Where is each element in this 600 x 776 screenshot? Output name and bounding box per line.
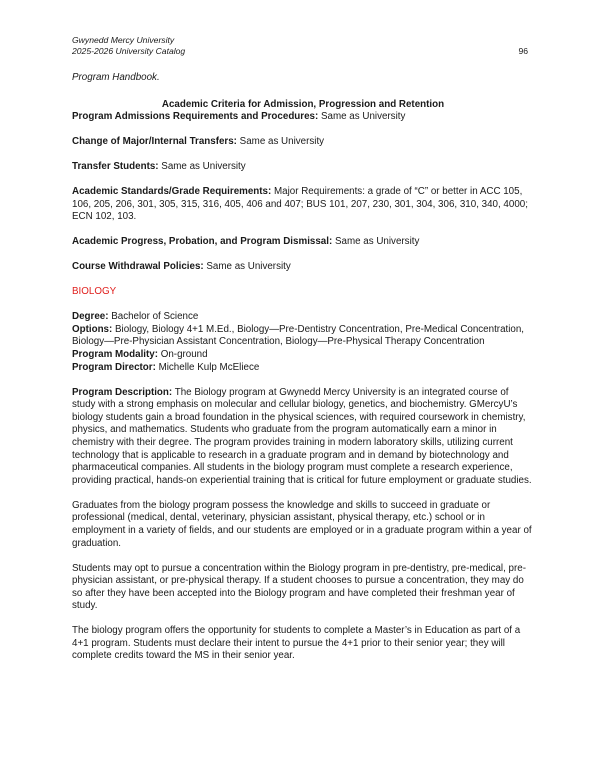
program-options-value: Biology, Biology 4+1 M.Ed., Biology—Pre-Dentistry Concentration, Pre-Medical Concentration, Biology—Pre-Physician Assistant Concentration, Biology—Pre-Physical Therapy Concentration [72,323,525,348]
program-description-label: Program Description: [72,386,173,398]
page-content [72,72,534,675]
program-options [72,324,534,349]
criteria-label: Program Admissions Requirements and Procedures: [72,111,319,123]
criteria-label: Change of Major/Internal Transfers: [72,136,237,148]
paragraph-four-plus-one: The biology program offers the opportunity for students to complete a Master’s in Education as part of a 4+1 program. Students must declare their intent to pursue the 4+1 prior to their senior year; they will complete credits toward the MS in their senior year. [72,625,521,662]
paragraph-concentrations: Students may opt to pursue a concentration within the Biology program in pre-dentistry, pre-medical, pre-physician assistant, or pre-physical therapy. If a student chooses to pursue a concentration, they may do so after they have been accepted into the Biology program and have completed their freshman year of study. [72,562,526,612]
criteria-label: Course Withdrawal Policies: [72,261,204,273]
program-degree-value: Bachelor of Science [108,311,199,323]
criteria-value: Same as University [236,136,325,148]
intro-text: Program Handbook. [72,72,160,83]
criteria-value: Same as University [203,261,291,273]
criteria-admissions [72,111,534,124]
criteria-value: Same as University [332,236,420,248]
program-modality-value: On-ground [158,349,208,361]
header-catalog: 2025-2026 University Catalog [72,46,186,56]
criteria-label: Transfer Students: [72,161,159,173]
criteria-label: Academic Standards/Grade Requirements: [72,186,272,198]
header-institution: Gwynedd Mercy University [72,35,175,45]
criteria-value: Same as University [318,111,406,123]
program-description-text: The Biology program at Gwynedd Mercy University is an integrated course of study with a strong emphasis on molecular and cellular biology, genetics, and biochemistry. GMercyU’s biology students gain a broad foundation in the physical sciences, with required coursework in chemistry, physics, and mathematics. Students who graduate from the program automatically earn a minor in chemistry with their degree. The program provides training in modern laboratory skills, utilizing current technology that is applicable to research in a graduate program and in demand by biotechnology and pharmaceutical companies. All students in the biology program must complete a research experience, providing practical, hands-on experiential training that is critical for future employment or graduate studies. [72,386,532,486]
program-director-value: Michelle Kulp McEliece [155,361,260,373]
program-director [72,362,534,375]
criteria-title: Academic Criteria for Admission, Progression and Retention [161,98,445,110]
program-options-label: Options: [72,323,113,335]
program-info [72,311,534,374]
criteria-value: Same as University [158,161,246,173]
criteria-value: Major Requirements: a grade of “C” or better in ACC 105, 106, 205, 206, 301, 305, 315, 316, 405, 406 and 407; BUS 101, 207, 230, 301, 304, 306, 310, 340, 4000; ECN 102, 103. [72,186,528,223]
criteria-standards [72,186,534,224]
program-director-label: Program Director: [72,361,156,373]
program-degree-label: Degree: [72,311,109,323]
section-heading: BIOLOGY [72,286,117,298]
criteria-progress [72,236,534,249]
program-description [72,387,534,488]
criteria-transfer [72,161,534,174]
criteria-withdrawal [72,261,534,274]
program-modality-label: Program Modality: [72,349,159,361]
paragraph-graduates: Graduates from the biology program possess the knowledge and skills to succeed in graduate or professional (medical, dental, veterinary, physician assistant, physical therapy, etc.) school or in employment in a variety of fields, and our students are employed or in a graduate program within a year of graduation. [72,499,532,549]
program-degree [72,311,534,324]
page-number: 96 [518,46,528,56]
criteria-label: Academic Progress, Probation, and Program Dismissal: [72,236,333,248]
criteria-change-of-major [72,136,534,149]
program-modality [72,349,534,362]
